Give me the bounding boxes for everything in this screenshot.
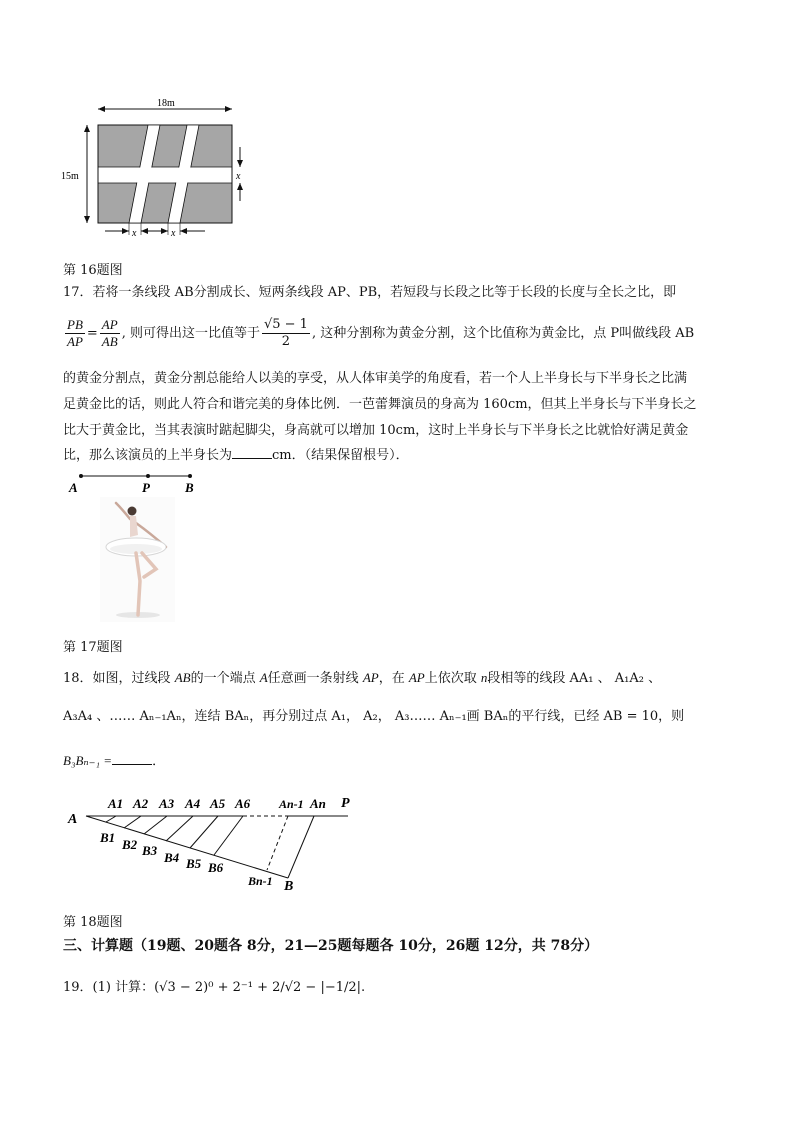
label-B1: B1	[100, 830, 116, 845]
segment-apb-diagram	[65, 470, 205, 496]
q18-line-1: 18．如图，过线段 AB的一个端点 A任意画一条射线 AP，在 AP上依次取 n段相等的线段 AA₁ 、 A₁A₂ 、	[63, 670, 662, 686]
q19-line: 19．(1) 计算：(√3 − 2)⁰ + 2⁻¹ + 2/√2 − |−1/2|.	[63, 980, 366, 995]
label-B3: B3	[142, 843, 158, 858]
q18-line-2: A₃A₄ 、…… Aₙ₋₁Aₙ，连结 BAₙ，再分别过点 A₁， A₂， A₃…… Aₙ₋₁画 BAₙ的平行线，已经 AB = 10，则	[63, 709, 685, 724]
point-P-label: P	[142, 480, 150, 495]
road-width-x-bottom-1: x	[132, 228, 137, 239]
q19-expression: (√3 − 2)⁰ + 2⁻¹ + 2/√2 − |−1/2|.	[154, 980, 366, 995]
label-A1: A1	[108, 796, 124, 811]
q17-line-4: 足黄金比的话，则此人符合和谐完美的身体比例．一芭蕾舞演员的身高为 160cm，但其上半身长与下半身长之	[63, 397, 697, 412]
q17-line-6: 比，那么该演员的上半身长为 cm．（结果保留根号）．	[63, 448, 409, 463]
label-A6: A6	[235, 796, 251, 811]
label-B4: B4	[164, 850, 180, 865]
figure-18-diagram	[62, 788, 362, 893]
label-A4: A4	[185, 796, 201, 811]
answer-blank-17[interactable]	[232, 446, 272, 459]
point-B-label: B	[185, 480, 194, 495]
q17-line-2: $\frac{PB}{AP}$ = $\frac{AP}{AB}$ , 则可得出这一比值等于 $\frac{√5 - 1}{2}$ , 这种分割称为黄金分割，这个比值称为黄金比，点 P叫做线段 AB	[67, 317, 695, 349]
label-B2: B2	[122, 837, 138, 852]
label-A3: A3	[159, 796, 175, 811]
label-B5: B5	[186, 856, 202, 871]
q17-line-3: 的黄金分割点，黄金分割总能给人以美的享受，从人体审美学的角度看，若一个人上半身长与下半身长之比满	[63, 371, 688, 386]
q17-line-5: 比大于黄金比，当其表演时踮起脚尖，身高就可以增加 10cm，这时上半身长与下半身长之比就恰好满足黄金	[63, 423, 689, 438]
width-label: 18m	[157, 98, 175, 109]
golden-ratio-fraction: $\frac{√5 - 1}{2}$	[263, 317, 308, 349]
point-A-label: A	[69, 480, 78, 495]
label-A5: A5	[210, 796, 226, 811]
answer-blank-18[interactable]	[112, 752, 152, 765]
label-A2: A2	[133, 796, 149, 811]
label-Bn-1: Bn-1	[248, 874, 273, 888]
q18-line-3: B₃Bₙ₋₁ = ．	[63, 753, 166, 769]
label-An-1: An-1	[279, 797, 304, 811]
figure-16-diagram	[55, 95, 255, 240]
figure-18-caption: 第 18题图	[63, 915, 123, 930]
road-width-x-right: x	[236, 171, 241, 182]
height-label: 15m	[61, 171, 79, 182]
q17-line-1: 17．若将一条线段 AB分割成长、短两条线段 AP、PB，若短段与长段之比等于长段的长度与全长之比，即	[63, 285, 677, 300]
fraction-pb-over-ap: $\frac{PB}{AP}$	[67, 317, 83, 349]
label-An: An	[310, 796, 326, 811]
point-A-label: A	[68, 812, 78, 827]
point-B-label: B	[284, 879, 294, 893]
road-width-x-bottom-2: x	[171, 228, 176, 239]
fraction-ap-over-ab: $\frac{AP}{AB}$	[101, 317, 118, 349]
point-P-label: P	[341, 796, 350, 811]
section-3-title: 三、计算题（19题、20题各 8分，21—25题每题各 10分，26题 12分，共 78分）	[63, 938, 599, 954]
figure-17-caption: 第 17题图	[63, 640, 123, 655]
figure-16-caption: 第 16题图	[63, 263, 123, 278]
ballerina-image	[100, 497, 175, 622]
label-B6: B6	[208, 860, 224, 875]
